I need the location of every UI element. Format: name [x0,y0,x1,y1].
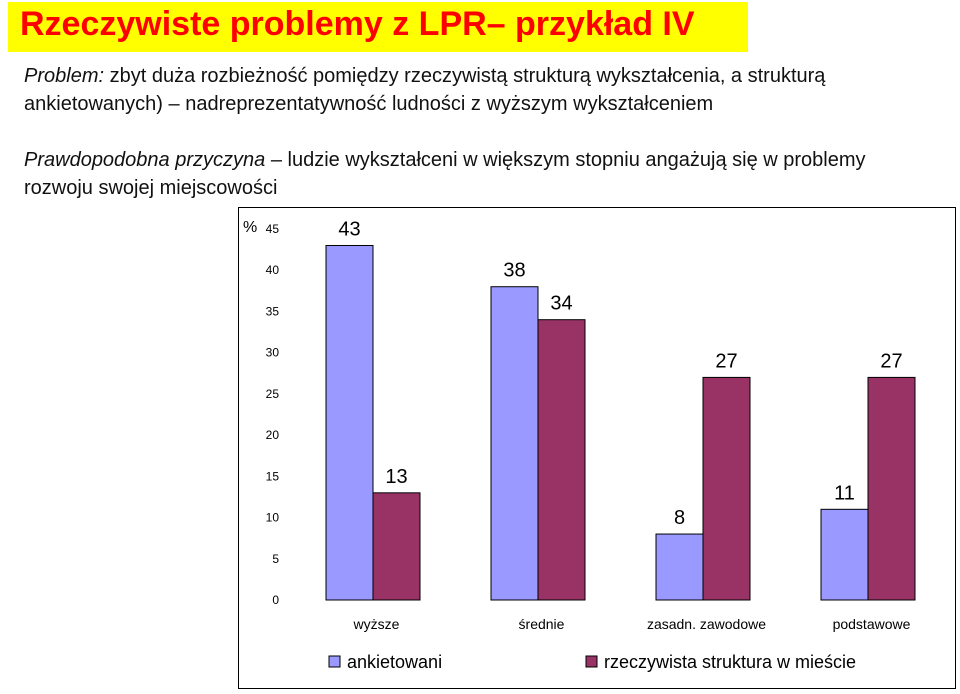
y-tick-label: 5 [272,551,279,566]
bar-rzeczywista [373,493,420,600]
y-tick-label: 40 [265,263,279,278]
legend-label-ankietowani: ankietowani [347,652,443,672]
y-tick-label: 30 [265,345,279,360]
bar-ankietowani [491,287,538,600]
bar-ankietowani [656,534,703,600]
category-label: wyższe [353,616,400,632]
bar-rzeczywista [868,377,915,600]
bar-rzeczywista [703,377,750,600]
cause-paragraph [24,146,934,202]
bar-ankietowani [821,509,868,600]
y-tick-label: 35 [265,304,279,319]
y-tick-label: 15 [265,469,279,484]
data-label: 11 [834,482,855,505]
category-label: podstawowe [832,616,911,632]
problem-label: Problem: [24,65,105,87]
data-label: 27 [715,350,738,373]
page-title: Rzeczywiste problemy z LPR– przykład IV [20,5,695,43]
data-label: 13 [385,465,408,488]
data-label: 38 [503,259,526,282]
category-label: zasadn. zawodowe [646,616,767,632]
data-label: 34 [550,292,573,315]
problem-paragraph [24,62,924,118]
y-tick-label: 45 [265,222,279,236]
y-axis-unit-label: % [243,219,258,236]
cause-text: – ludzie wykształceni w większym stopniu angażują się w problemy rozwoju swojej miejscowości [24,149,866,199]
bar-rzeczywista [538,320,585,600]
y-tick-label: 25 [265,386,279,401]
chart-svg [239,208,957,690]
title-banner [8,2,748,52]
data-label: 8 [673,507,686,530]
legend-swatch-ankietowani [329,656,340,667]
category-label: średnie [518,616,565,632]
legend-swatch-rzeczywista [586,656,597,667]
y-tick-label: 20 [265,428,279,443]
y-tick-label: 10 [265,510,279,525]
y-tick-label: 0 [272,593,279,607]
cause-label: Prawdopodobna przyczyna [24,149,266,171]
problem-text: zbyt duża rozbieżność pomiędzy rzeczywistą strukturą wykształcenia, a strukturą ankietowanych) – nadreprezentatywność ludności z wyższym wykształceniem [24,65,826,115]
bar-chart [238,207,956,689]
data-label: 43 [338,218,361,241]
legend-label-rzeczywista: rzeczywista struktura w mieście [604,652,857,672]
bar-ankietowani [326,245,373,600]
data-label: 27 [880,350,903,373]
